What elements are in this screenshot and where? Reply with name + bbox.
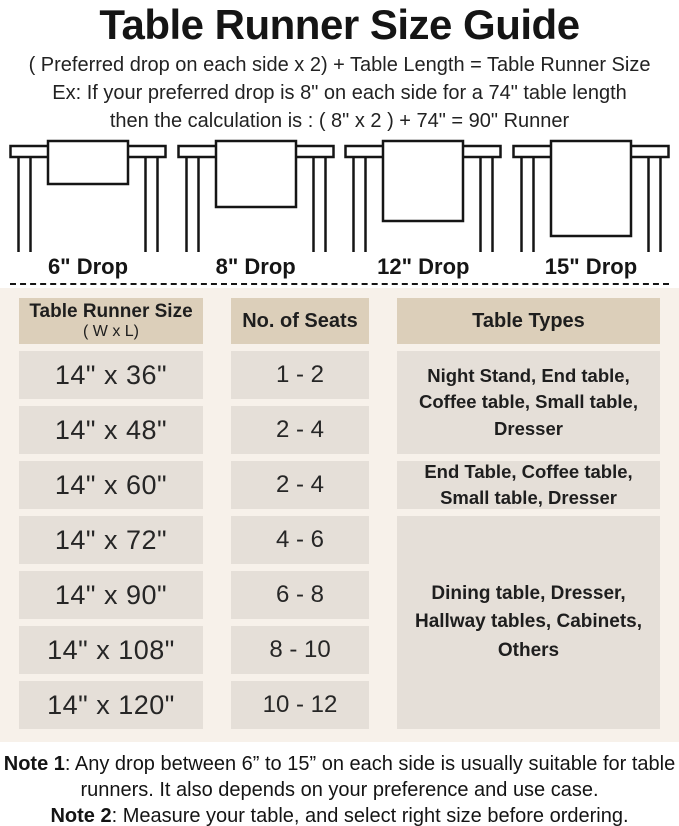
seats-value: 6 - 8: [231, 571, 369, 619]
note-1-text: : Any drop between 6” to 15” on each side is usually suitable for table runners. It also depends on your preference and use case.: [64, 753, 676, 802]
footer-notes: [0, 742, 679, 826]
note-1-label: Note 1: [3, 753, 65, 776]
table-runner-illustration-icon: [343, 139, 503, 252]
table-figure-15-drop: [511, 139, 671, 280]
drop-label: 8" Drop: [215, 254, 296, 280]
seats-value: 2 - 4: [231, 406, 369, 454]
table-runner-illustration-icon: [511, 139, 671, 252]
size-value: 14" x 108": [19, 626, 203, 674]
table-figure-6-drop: [8, 139, 168, 280]
note-2-text: : Measure your table, and select right size before ordering.: [111, 805, 629, 826]
size-value: 14" x 48": [19, 406, 203, 454]
size-value: 14" x 120": [19, 681, 203, 729]
size-value: 14" x 90": [19, 571, 203, 619]
column-header-runner-size-sub: ( W x L): [83, 322, 139, 340]
seats-value: 2 - 4: [231, 461, 369, 509]
table-runner-illustration-icon: [8, 139, 168, 252]
seats-value: 10 - 12: [231, 681, 369, 729]
drop-label: 12" Drop: [377, 254, 470, 280]
table-runner-illustration-icon: [176, 139, 336, 252]
seats-value: 8 - 10: [231, 626, 369, 674]
note-2: [1, 803, 678, 826]
size-value: 14" x 72": [19, 516, 203, 564]
seats-value: 1 - 2: [231, 351, 369, 399]
table-figure-8-drop: [176, 139, 336, 280]
size-value: 14" x 36": [19, 351, 203, 399]
dashed-divider: [10, 283, 669, 285]
example-line-2: then the calculation is : ( 8" x 2 ) + 74" = 90" Runner: [109, 110, 570, 133]
formula-line: ( Preferred drop on each side x 2) + Table Length = Table Runner Size: [28, 54, 651, 77]
table-types-group-3: Dining table, Dresser, Hallway tables, Cabinets, Others: [397, 516, 660, 729]
size-value: 14" x 60": [19, 461, 203, 509]
drop-label: 6" Drop: [47, 254, 129, 280]
example-line-1: Ex: If your preferred drop is 8" on each side for a 74" table length: [52, 82, 627, 105]
column-header-runner-size: [19, 298, 203, 344]
drop-label: 15" Drop: [544, 254, 638, 280]
column-header-runner-size-label: Table Runner Size: [29, 300, 193, 322]
column-header-seats: No. of Seats: [231, 298, 369, 344]
page-title: Table Runner Size Guide: [99, 1, 580, 48]
column-header-table-types: Table Types: [397, 298, 660, 344]
table-figure-12-drop: [343, 139, 503, 280]
note-2-label: Note 2: [50, 805, 112, 826]
note-1: [1, 751, 678, 803]
table-types-group-1: Night Stand, End table, Coffee table, Small table, Dresser: [397, 351, 660, 454]
drop-illustrations-row: [0, 134, 679, 280]
size-guide-table: [0, 288, 679, 742]
table-types-group-2: End Table, Coffee table, Small table, Dresser: [397, 461, 660, 509]
seats-value: 4 - 6: [231, 516, 369, 564]
